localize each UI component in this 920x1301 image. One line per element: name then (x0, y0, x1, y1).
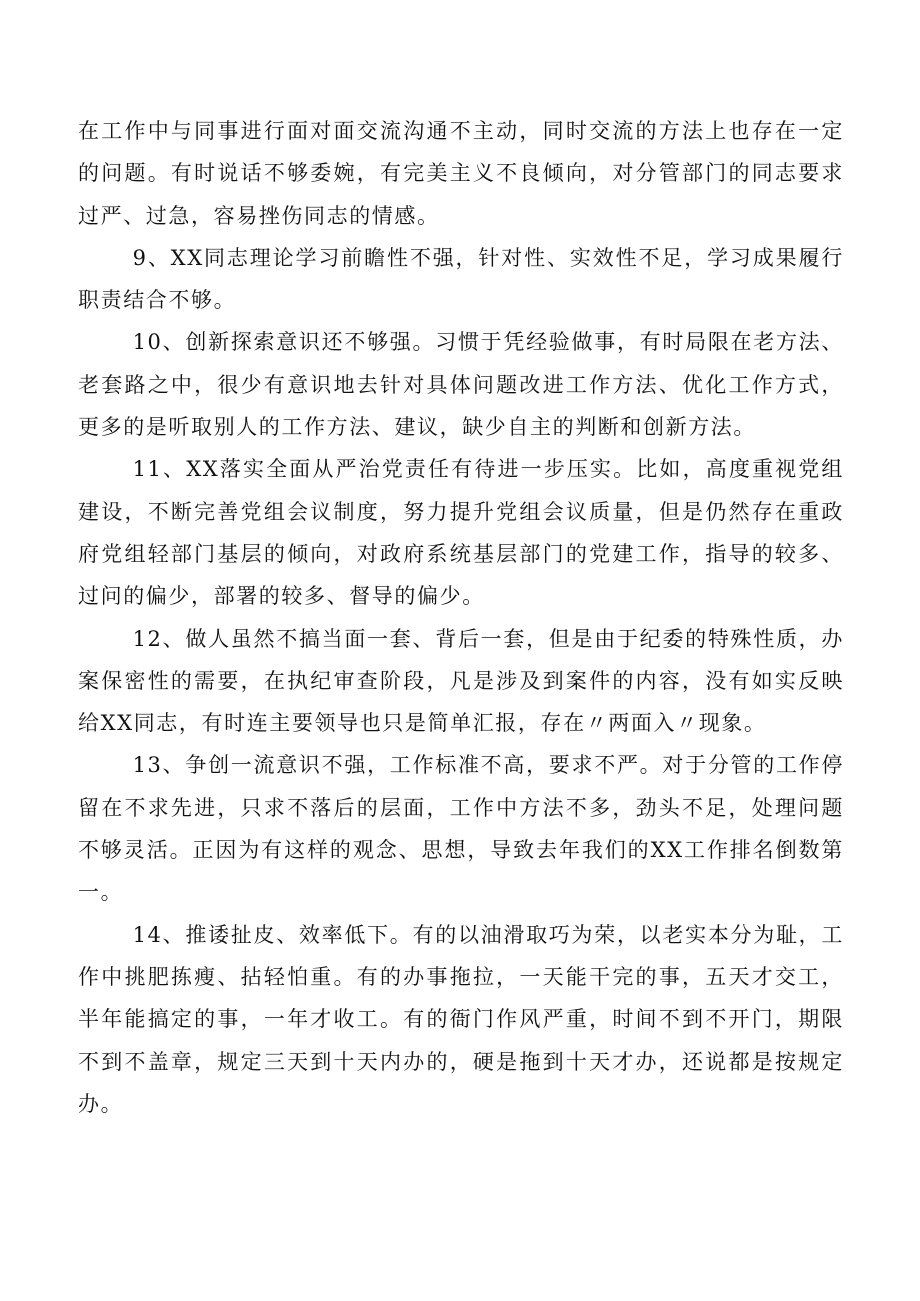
document-body (78, 110, 844, 1125)
paragraph-item-13: 13、争创一流意识不强，工作标准不高，要求不严。对于分管的工作停留在不求先进，只求不落后的层面，工作中方法不多，劲头不足，处理问题不够灵活。正因为有这样的观念、思想，导致去年我们的XX工作排名倒数第一。 (78, 753, 844, 905)
paragraph-item-11: 11、XX落实全面从严治党责任有待进一步压实。比如，高度重视党组建设，不断完善党组会议制度，努力提升党组会议质量，但是仍然存在重政府党组轻部门基层的倾向，对政府系统基层部门的党建工作，指导的较多、过问的偏少，部署的较多、督导的偏少。 (78, 457, 844, 609)
paragraph-item-10: 10、创新探索意识还不够强。习惯于凭经验做事，有时局限在老方法、老套路之中，很少有意识地去针对具体问题改进工作方法、优化工作方式，更多的是听取别人的工作方法、建议，缺少自主的判断和创新方法。 (78, 330, 844, 440)
paragraph-item-14: 14、推诿扯皮、效率低下。有的以油滑取巧为荣，以老实本分为耻，工作中挑肥拣瘦、拈轻怕重。有的办事拖拉，一天能干完的事，五天才交工，半年能搞定的事，一年才收工。有的衙门作风严重，时间不到不开门，期限不到不盖章，规定三天到十天内办的，硬是拖到十天才办，还说都是按规定办。 (78, 922, 844, 1116)
paragraph-item-12: 12、做人虽然不搞当面一套、背后一套，但是由于纪委的特殊性质，办案保密性的需要，在执纪审查阶段，凡是涉及到案件的内容，没有如实反映给XX同志，有时连主要领导也只是简单汇报，存在〃两面入〃现象。 (78, 626, 844, 736)
paragraph-continuation: 在工作中与同事进行面对面交流沟通不主动，同时交流的方法上也存在一定的问题。有时说话不够委婉，有完美主义不良倾向，对分管部门的同志要求过严、过急，容易挫伤同志的情感。 (78, 119, 844, 228)
paragraph-item-9: 9、XX同志理论学习前瞻性不强，针对性、实效性不足，学习成果履行职责结合不够。 (78, 245, 844, 313)
